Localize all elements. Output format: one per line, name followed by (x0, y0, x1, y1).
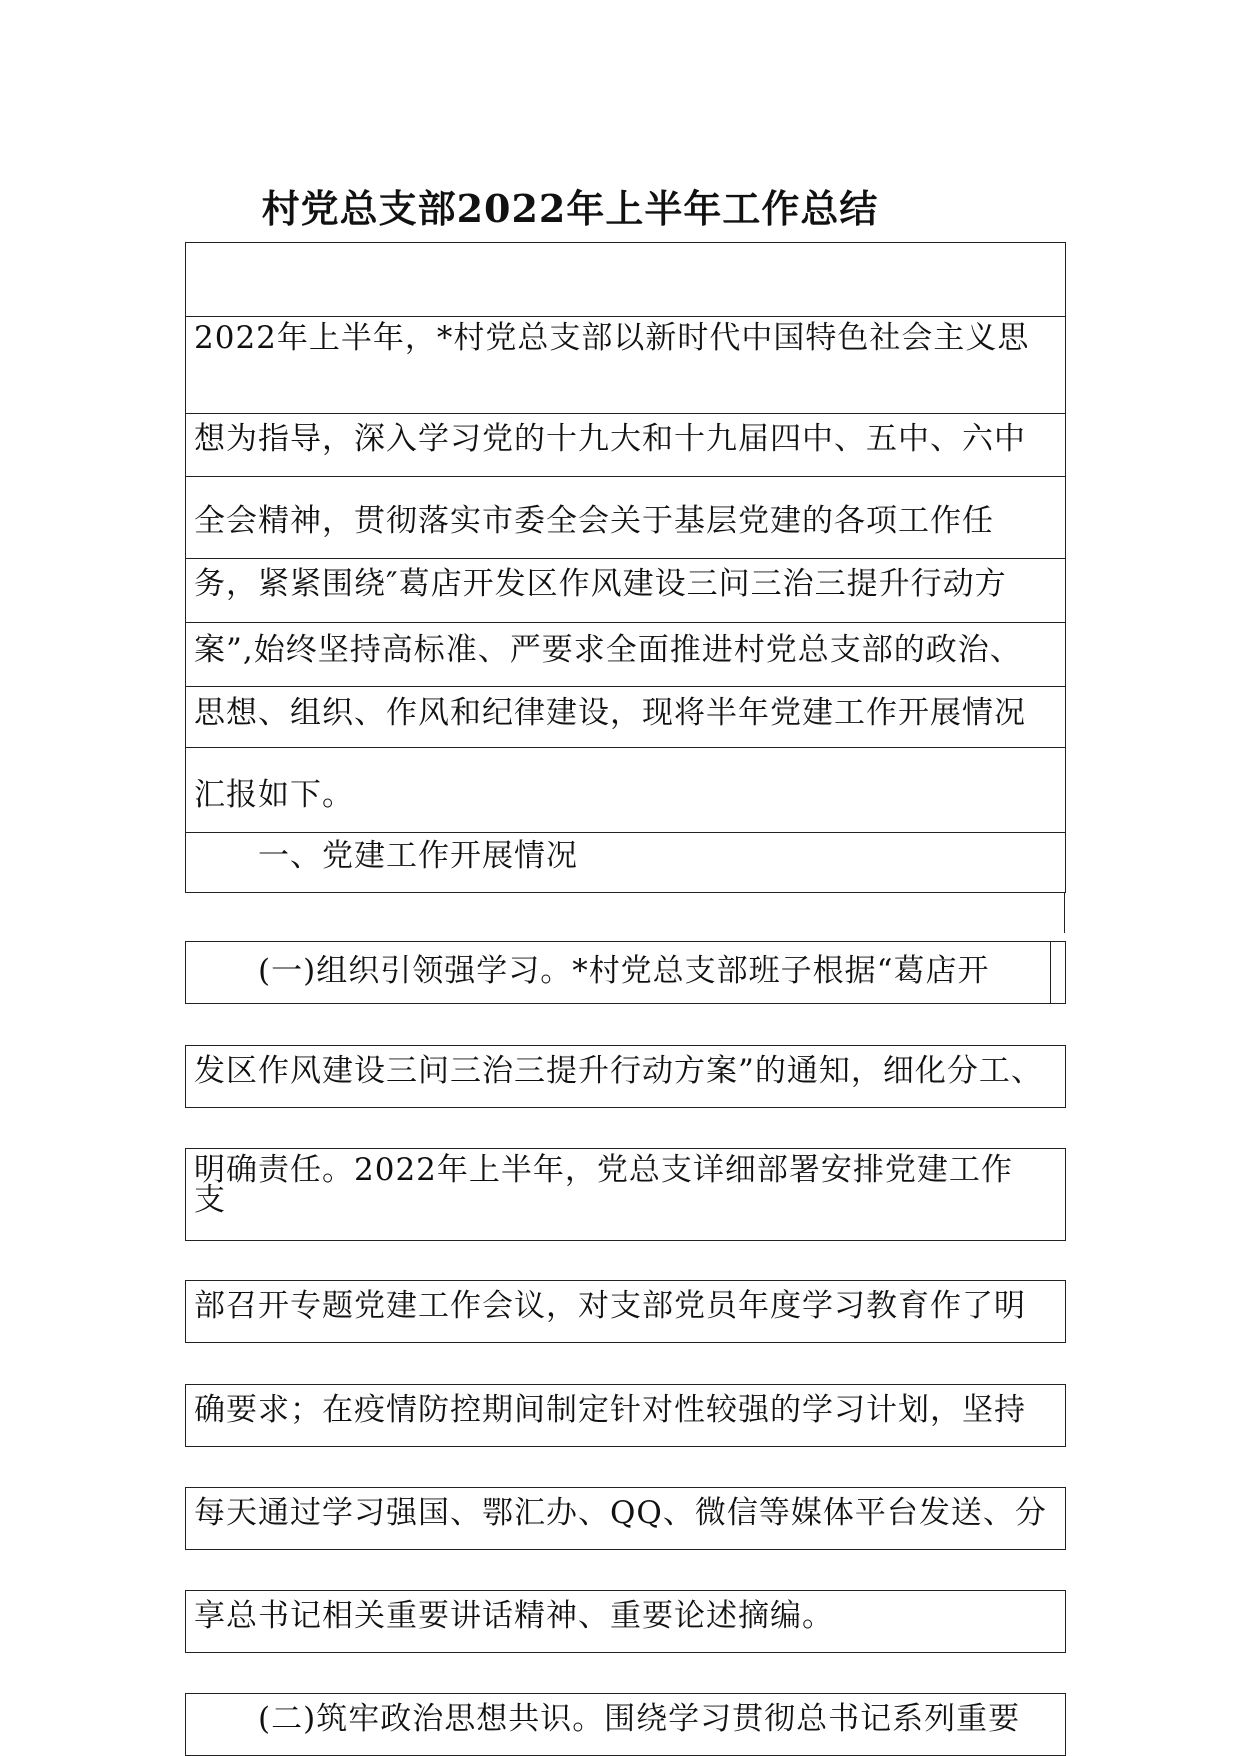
table-row: 2022年上半年，*村党总支部以新时代中国特色社会主义思 (194, 320, 1030, 356)
document-title: 村党总支部2022年上半年工作总结 (261, 186, 879, 231)
table-row: 务，紧紧围绕″葛店开发区作风建设三问三治三提升行动方 (194, 566, 1007, 602)
paragraph-box (185, 1487, 1066, 1550)
paragraph-box (185, 1384, 1066, 1447)
paragraph-line: 发区作风建设三问三治三提升行动方案”的通知，细化分工、 (194, 1053, 1043, 1089)
paragraph-line: 享总书记相关重要讲话精神、重要论述摘编。 (194, 1598, 834, 1634)
section-heading: 一、党建工作开展情况 (258, 838, 578, 874)
table-row: 全会精神，贯彻落实市委全会关于基层党建的各项工作任 (194, 503, 994, 539)
table-row: 想为指导，深入学习党的十九大和十九届四中、五中、六中 (194, 421, 1026, 457)
paragraph-box (185, 1280, 1066, 1343)
paragraph-line: 明确责任。2022年上半年，党总支详细部署安排党建工作支 (194, 1152, 1013, 1218)
paragraph-line: (一)组织引领强学习。*村党总支部班子根据“葛店开 (258, 953, 990, 989)
table-stub (1064, 893, 1065, 933)
paragraph-line: 每天通过学习强国、鄂汇办、QQ、微信等媒体平台发送、分 (194, 1495, 1047, 1531)
intro-table (185, 242, 1066, 893)
paragraph-box (185, 941, 1066, 1004)
paragraph-line: (二)筑牢政治思想共识。围绕学习贯彻总书记系列重要 (258, 1701, 1021, 1737)
paragraph-line: 确要求；在疫情防控期间制定针对性较强的学习计划，坚持 (194, 1392, 1026, 1428)
paragraph-box (185, 1693, 1066, 1756)
table-row: 思想、组织、作风和纪律建设，现将半年党建工作开展情况 (194, 695, 1026, 731)
table-row: 案”,始终坚持高标准、严要求全面推进村党总支部的政治、 (194, 632, 1022, 668)
paragraph-box (185, 1148, 1066, 1241)
paragraph-box (185, 1045, 1066, 1108)
table-row: 汇报如下。 (194, 777, 354, 813)
paragraph-line: 部召开专题党建工作会议，对支部党员年度学习教育作了明 (194, 1288, 1026, 1324)
paragraph-box (185, 1590, 1066, 1653)
